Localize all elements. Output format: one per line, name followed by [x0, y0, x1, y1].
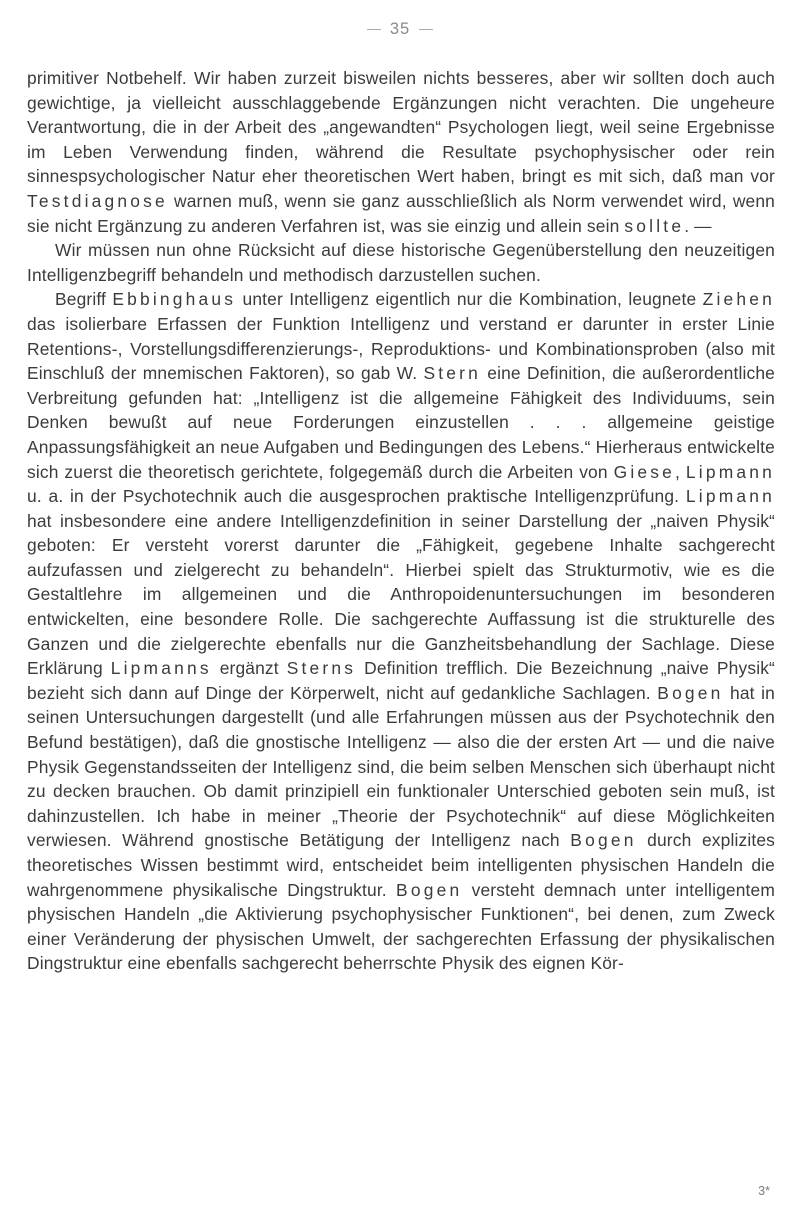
text-run: versteht demnach unter intelligentem physischen Handeln „die Aktivierung psychophysischer Funktionen“, bei denen, zum Zweck einer Veränderung der physischen Umwelt, der sachgerechten Erfassung der physikalischen Dingstruktur eine ebenfalls sachgerecht beherrschte Physik des eignen Kör-	[27, 879, 775, 974]
spaced-name: Giese	[613, 461, 676, 482]
spaced-name: Ziehen	[702, 289, 775, 310]
spaced-name: Bogen	[657, 682, 724, 703]
spaced-name: Sterns	[286, 658, 357, 679]
spaced-name: Lipmann	[685, 486, 775, 507]
text-run: ergänzt	[211, 658, 287, 679]
text-run: primitiver Notbehelf. Wir haben zurzeit bisweilen nichts besseres, aber wir sollten doch auch gewichtige, ja vielleicht ausschlaggebende Ergänzungen nicht verachten. Die ungeheure Verantwortung, die in der Arbeit des „angewandten“ Psychologen liegt, weil seine Ergebnisse im Leben Verwendung finden, während die Resultate psychophysischer oder rein sinnespsychologischer Natur eher theoretischen Wert haben, bringt es mit sich, daß man vor	[27, 68, 775, 187]
text-run: das isolierbare Erfassen der Funktion Intelligenz und verstand er darunter in erster Linie Retentions-, Vorstellungsdifferenzierungs-, Reproduktions- und Kombinationsproben (also mit Einschluß der mnemischen Faktoren), so gab W.	[27, 313, 775, 384]
body-text	[27, 66, 775, 976]
spaced-name: sollte	[624, 215, 685, 236]
text-run: eine Definition, die außerordentliche Verbreitung gefunden hat: „Intelligenz ist die allgemeine Fähigkeit des Individuums, sein Denken bewußt auf neue Forderungen einzustellen . . . allgemeine geistige Anpassungsfähigkeit an neue Aufgaben und Bedingungen des Lebens.“ Hierheraus entwickelte sich zuerst die theoretisch gerichtete, folgegemäß durch die Arbeiten von	[27, 363, 775, 482]
signature-mark: 3*	[758, 1184, 770, 1198]
spaced-name: Testdiagnose	[27, 190, 168, 211]
text-run: Begriff	[55, 289, 113, 310]
paragraph	[27, 238, 775, 287]
page-header	[0, 20, 800, 39]
paragraph	[27, 66, 775, 238]
text-run: ,	[675, 461, 686, 482]
text-run: Wir müssen nun ohne Rücksicht auf diese historische Gegenüberstellung den neuzeitigen Intelligenzbegriff behandeln und methodisch darzustellen suchen.	[27, 240, 775, 285]
spaced-name: Lipmann	[685, 461, 776, 482]
spaced-name: Bogen	[570, 830, 637, 851]
spaced-name: Bogen	[396, 879, 463, 900]
spaced-name: Stern	[423, 363, 482, 384]
text-run: hat in seinen Untersuchungen dargestellt (und alle Erfahrungen müssen aus der Psychotechnik den Befund bestätigen), daß die gnostische Intelligenz — also die der ersten Art — und die naive Physik Gegenstandsseiten der Intelligenz sind, die beim selben Menschen sich überhaupt nicht zu decken brauchen. Ob damit prinzipiell ein funktionaler Unterschied geboten sein muß, ist dahinzustellen. Ich habe in meiner „Theorie der Psychotechnik“ auf diese Möglichkeiten verwiesen. Während gnostische Betätigung der Intelligenz nach	[27, 682, 775, 851]
spaced-name: Ebbinghaus	[112, 289, 237, 310]
header-dash-left	[367, 29, 381, 30]
text-run: warnen muß, wenn sie ganz ausschließlich als Norm verwendet wird, wenn sie nicht Ergänzung zu anderen Verfahren ist, was sie einzig und allein sein	[27, 190, 775, 236]
text-run: u. a. in der Psychotechnik auch die ausgesprochen praktische Intelligenzprüfung.	[27, 486, 686, 507]
text-run: hat insbesondere eine andere Intelligenzdefinition in seiner Darstellung der „naiven Physik“ geboten: Er versteht vorerst darunter die „Fähigkeit, gegebene Inhalte sachgerecht aufzufassen und zielgerecht zu behandeln“. Hierbei spielt das Strukturmotiv, wie es die Gestaltlehre im allgemeinen und die Anthropoidenuntersuchungen im besonderen entwickelten, eine besondere Rolle. Die sachgerechte Auffassung ist die strukturelle des Ganzen und die zielgerechte ebenfalls nur die Ganzheitsbehandlung der Sachlage. Diese Erklärung	[27, 510, 775, 679]
header-dash-right	[419, 29, 433, 30]
text-run: unter Intelligenz eigentlich nur die Kombination, leugnete	[236, 289, 703, 310]
text-run: durch explizites theoretisches Wissen bestimmt wird, entscheidet beim intelligenten physischen Handeln die wahrgenommene physikalische Dingstruktur.	[27, 830, 775, 900]
text-run: Definition trefflich. Die Bezeichnung „naive Physik“ bezieht sich dann auf Dinge der Körperwelt, nicht auf gedankliche Sachlagen.	[27, 658, 775, 703]
spaced-name: Lipmanns	[110, 658, 212, 679]
page-number: 35	[389, 20, 411, 38]
paragraph	[27, 287, 775, 976]
text-run: . —	[684, 215, 712, 236]
